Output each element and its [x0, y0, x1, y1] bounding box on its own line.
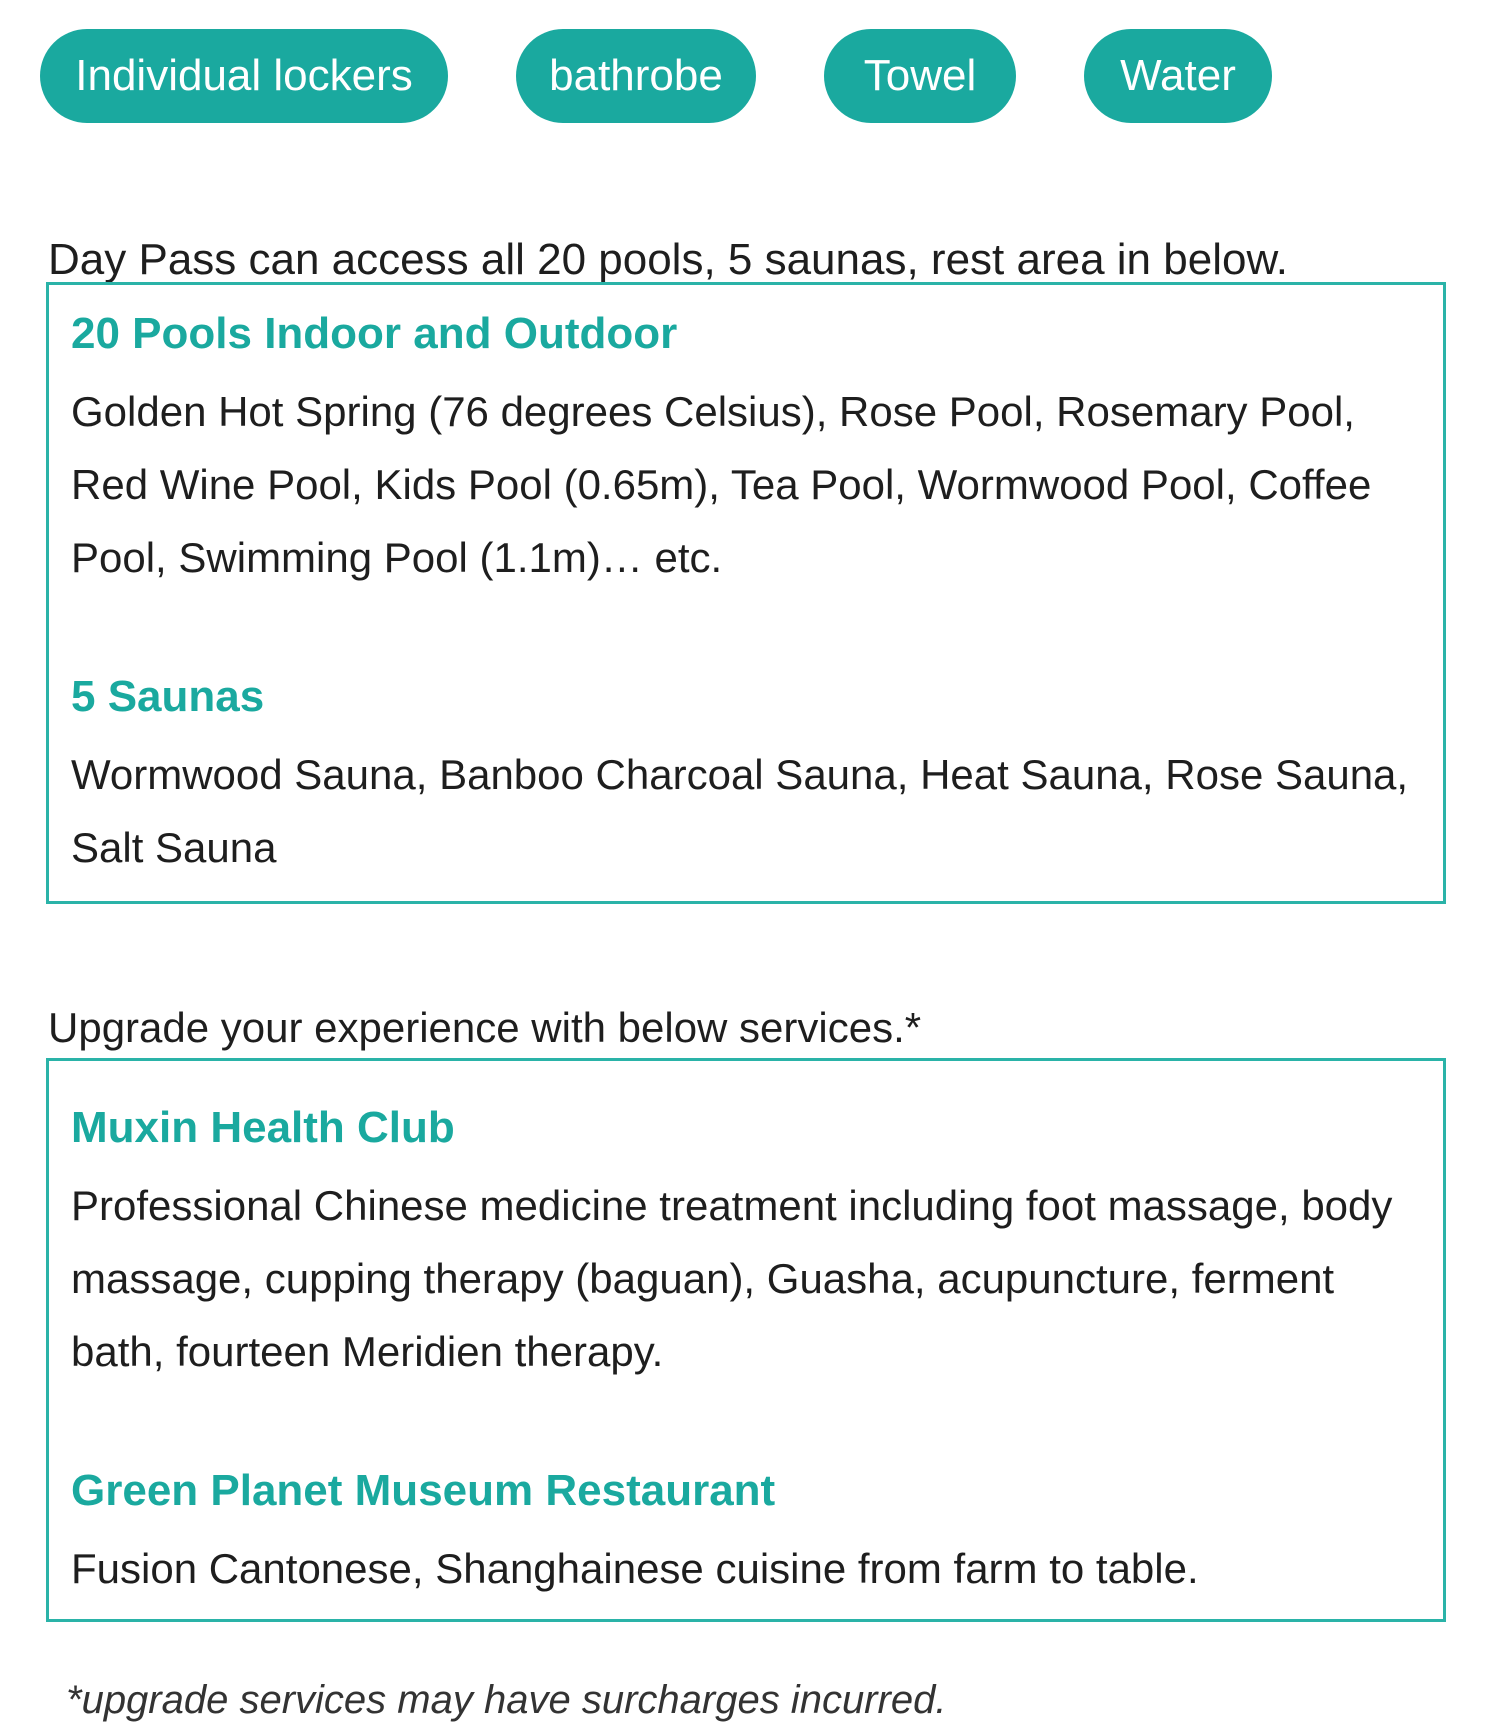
day-pass-intro: Day Pass can access all 20 pools, 5 saunas, rest area in below.: [48, 235, 1289, 284]
pools-title: 20 Pools Indoor and Outdoor: [71, 309, 678, 358]
upgrade-intro: Upgrade your experience with below services.*: [48, 1004, 922, 1051]
surcharge-footnote: *upgrade services may have surcharges incurred.: [66, 1678, 947, 1722]
day-pass-facilities-box: [46, 282, 1446, 904]
pools-description: Golden Hot Spring (76 degrees Celsius), Rose Pool, Rosemary Pool, Red Wine Pool, Kids Pool (0.65m), Tea Pool, Wormwood Pool, Coffee Pool, Swimming Pool (1.1m)… etc.: [71, 388, 1372, 581]
saunas-description: Wormwood Sauna, Banboo Charcoal Sauna, Heat Sauna, Rose Sauna, Salt Sauna: [71, 751, 1409, 871]
health-club-title: Muxin Health Club: [71, 1103, 455, 1152]
pools-section: [71, 307, 1421, 594]
saunas-title: 5 Saunas: [71, 672, 265, 721]
saunas-section: [71, 670, 1421, 884]
tag-bathrobe: bathrobe: [516, 29, 756, 123]
restaurant-description: Fusion Cantonese, Shanghainese cuisine from farm to table.: [71, 1545, 1199, 1592]
tag-individual-lockers: Individual lockers: [40, 29, 448, 123]
upgrade-services-box: [46, 1058, 1446, 1622]
tag-towel: Towel: [824, 29, 1016, 123]
restaurant-section: [71, 1464, 1421, 1605]
restaurant-title: Green Planet Museum Restaurant: [71, 1466, 776, 1515]
health-club-description: Professional Chinese medicine treatment including foot massage, body massage, cupping therapy (baguan), Guasha, acupuncture, ferment bath, fourteen Meridien therapy.: [71, 1182, 1393, 1375]
health-club-section: [71, 1101, 1421, 1388]
amenity-tags: [40, 28, 1272, 124]
tag-water: Water: [1084, 29, 1272, 123]
